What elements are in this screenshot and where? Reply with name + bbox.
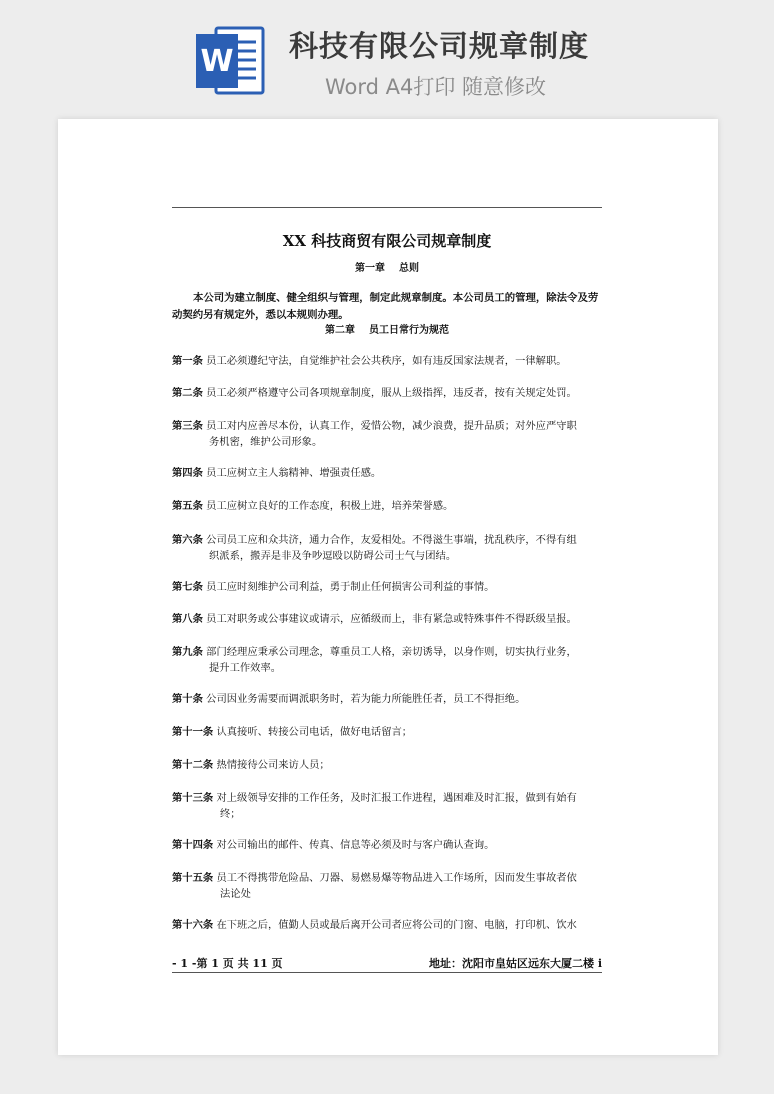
article-continuation: 终； <box>220 808 241 820</box>
article-text: 员工对职务或公事建议或请示，应循级而上，非有紧急或特殊事件不得跃级呈报。 <box>206 613 577 625</box>
article-11 <box>172 724 602 740</box>
article-4 <box>172 465 602 481</box>
article-label: 第三条 <box>172 420 203 432</box>
article-label: 第六条 <box>172 534 203 546</box>
article-text: 员工应时刻维护公司利益，勇于制止任何损害公司利益的事情。 <box>206 581 495 593</box>
article-text: 认真接听、转接公司电话，做好电话留言； <box>216 726 413 738</box>
article-label: 第九条 <box>172 646 203 658</box>
document-page <box>58 119 718 1055</box>
article-text: 热情接待公司来访人员； <box>216 759 330 771</box>
article-text: 对上级领导安排的工作任务，及时汇报工作进程，遇困难及时汇报，做到有始有 <box>216 792 577 804</box>
article-15 <box>172 870 602 902</box>
chapter-heading-2: 第二章 员工日常行为规范 <box>325 325 449 336</box>
article-16 <box>172 917 602 933</box>
word-document-icon <box>194 24 265 97</box>
article-label: 第十一条 <box>172 726 214 738</box>
icon-letter: W <box>200 44 234 79</box>
article-label: 第十条 <box>172 693 203 705</box>
article-continuation: 法论处 <box>220 888 251 900</box>
article-label: 第四条 <box>172 467 203 479</box>
article-9 <box>172 644 602 676</box>
article-8 <box>172 611 602 627</box>
article-text: 员工应树立良好的工作态度，积极上进，培养荣誉感。 <box>206 500 454 512</box>
article-label: 第一条 <box>172 355 203 367</box>
article-5 <box>172 498 602 514</box>
article-12 <box>172 757 602 773</box>
chapter-heading-1: 第一章 总则 <box>355 263 419 274</box>
article-14 <box>172 837 602 853</box>
banner-title: 科技有限公司规章制度 <box>289 29 590 63</box>
article-3 <box>172 418 602 450</box>
article-continuation: 织派系，搬弄是非及争吵逗殴以防碍公司士气与团结。 <box>209 550 457 562</box>
article-1 <box>172 353 602 369</box>
article-text: 员工对内应善尽本份，认真工作，爱惜公物，减少浪费，提升品质；对外应严守职 <box>206 420 577 432</box>
article-label: 第八条 <box>172 613 203 625</box>
article-label: 第十六条 <box>172 919 214 931</box>
article-label: 第十四条 <box>172 839 214 851</box>
article-text: 公司因业务需要而调派职务时，若为能力所能胜任者，员工不得拒绝。 <box>206 693 526 705</box>
header-rule <box>172 207 602 208</box>
banner-subtitle: Word A4打印 随意修改 <box>325 75 547 99</box>
article-label: 第二条 <box>172 387 203 399</box>
article-continuation: 提升工作效率。 <box>209 662 282 674</box>
article-text: 员工必须遵纪守法，自觉维护社会公共秩序，如有违反国家法规者，一律解职。 <box>206 355 567 367</box>
footer-rule <box>172 972 602 973</box>
article-text: 部门经理应秉承公司理念，尊重员工人格，亲切诱导，以身作则，切实执行业务， <box>206 646 577 658</box>
article-text: 公司员工应和众共济，通力合作，友爱相处。不得滋生事端，扰乱秩序，不得有组 <box>206 534 577 546</box>
footer-address: 地址：沈阳市皇姑区远东大厦二楼 i <box>428 957 602 970</box>
article-label: 第五条 <box>172 500 203 512</box>
article-text: 员工应树立主人翁精神、增强责任感。 <box>206 467 382 479</box>
article-10 <box>172 691 602 707</box>
article-7 <box>172 579 602 595</box>
banner <box>0 0 774 112</box>
article-13 <box>172 790 602 822</box>
article-text: 在下班之后，值勤人员或最后离开公司者应将公司的门窗、电脑，打印机、饮水 <box>216 919 577 931</box>
article-label: 第十二条 <box>172 759 214 771</box>
article-text: 员工不得携带危险品、刀器、易燃易爆等物品进入工作场所，因而发生事故者依 <box>216 872 577 884</box>
article-2 <box>172 385 602 401</box>
article-label: 第七条 <box>172 581 203 593</box>
article-label: 第十三条 <box>172 792 214 804</box>
page-number: - 1 -第 1 页 共 11 页 <box>172 957 283 970</box>
article-text: 员工必须严格遵守公司各项规章制度，服从上级指挥，违反者，按有关规定处罚。 <box>206 387 577 399</box>
article-6 <box>172 532 602 564</box>
intro-paragraph: 本公司为建立制度、健全组织与管理，制定此规章制度。本公司员工的管理，除法令及劳动契约另有规定外，悉以本规则办理。 <box>172 292 599 321</box>
article-text: 对公司输出的邮件、传真、信息等必须及时与客户确认查询。 <box>216 839 495 851</box>
article-continuation: 务机密，维护公司形象。 <box>209 436 323 448</box>
article-label: 第十五条 <box>172 872 214 884</box>
document-title: XX 科技商贸有限公司规章制度 <box>282 232 492 250</box>
